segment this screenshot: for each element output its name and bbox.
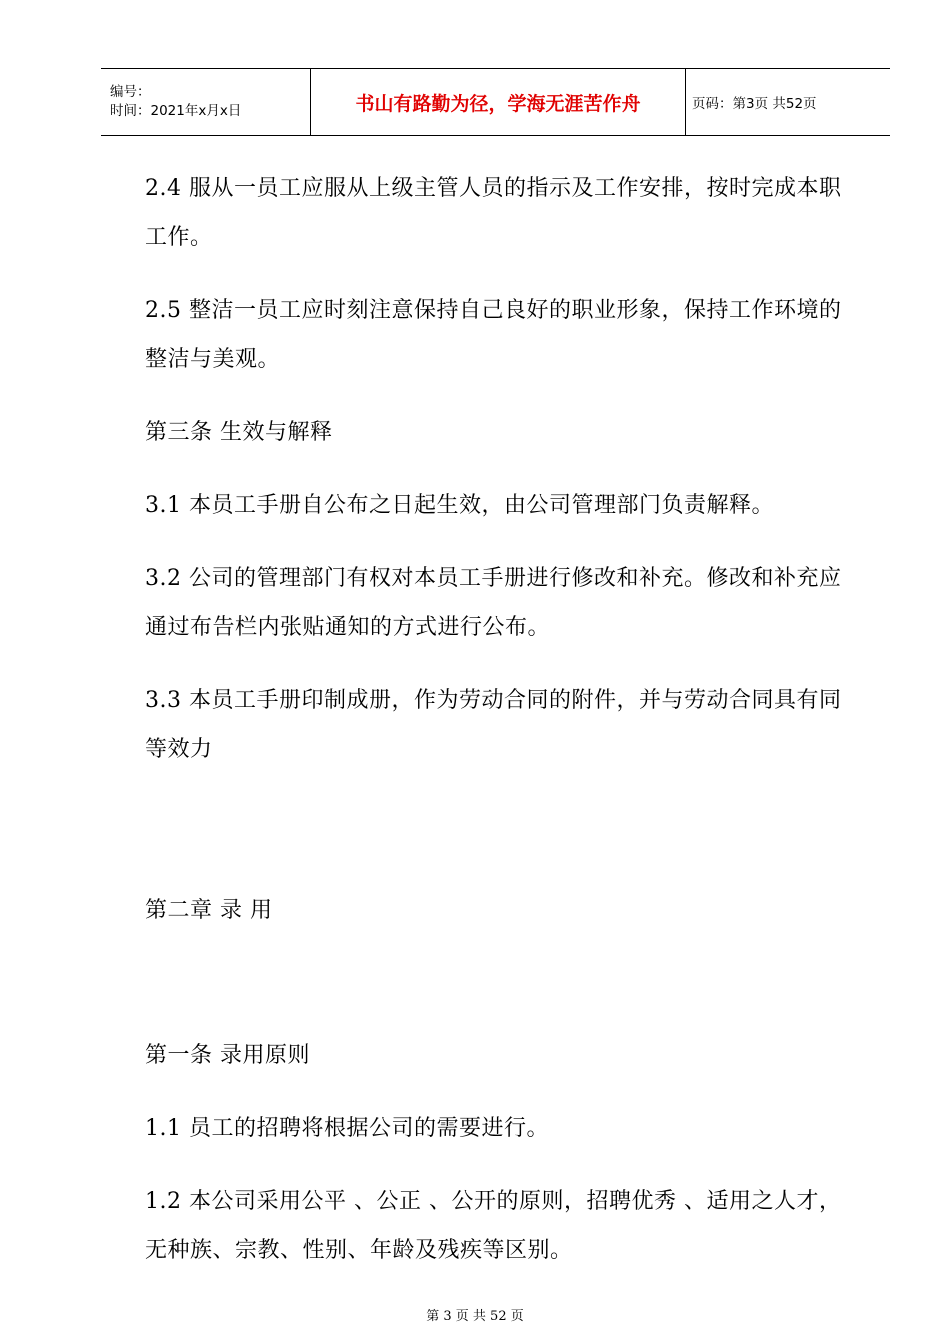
- document-number-label: 编号：: [110, 84, 151, 100]
- paragraph-3-2: 3.2 公司的管理部门有权对本员工手册进行修改和补充。修改和补充应通过布告栏内张贴通知的方式进行公布。: [145, 566, 842, 640]
- paragraph-1-1: 1.1 员工的招聘将根据公司的需要进行。: [145, 1116, 549, 1141]
- paragraph-3-3: 3.3 本员工手册印制成册，作为劳动合同的附件，并与劳动合同具有同等效力: [145, 688, 842, 762]
- header-meta: [101, 69, 311, 136]
- page-footer: 第 3 页 共 52 页: [426, 1309, 524, 1324]
- paragraph-3-1: 3.1 本员工手册自公布之日起生效，由公司管理部门负责解释。: [145, 493, 774, 518]
- document-body: [145, 164, 850, 1299]
- paragraph-1-2: 1.2 本公司采用公平 、公正 、公开的原则，招聘优秀 、适用之人才，无种族、宗教、性别、年龄及残疾等区别。: [145, 1189, 842, 1263]
- document-date: 时间：2021年x月x日: [110, 103, 242, 119]
- spacer: [145, 798, 850, 886]
- section-heading-article-3: 第三条 生效与解释: [145, 420, 333, 445]
- chapter-title: 第二章 录 用: [145, 898, 273, 923]
- page-header: [101, 68, 890, 136]
- paragraph-2-4: 2.4 服从一员工应服从上级主管人员的指示及工作安排，按时完成本职工作。: [145, 176, 842, 250]
- section-heading-article-1: 第一条 录用原则: [145, 1043, 310, 1068]
- paragraph-2-5: 2.5 整洁一员工应时刻注意保持自己良好的职业形象，保持工作环境的整洁与美观。: [145, 298, 842, 372]
- spacer: [145, 959, 850, 1031]
- header-page-info: 页码：第3页 共52页: [692, 96, 817, 112]
- header-motto: 书山有路勤为径，学海无涯苦作舟: [311, 69, 686, 136]
